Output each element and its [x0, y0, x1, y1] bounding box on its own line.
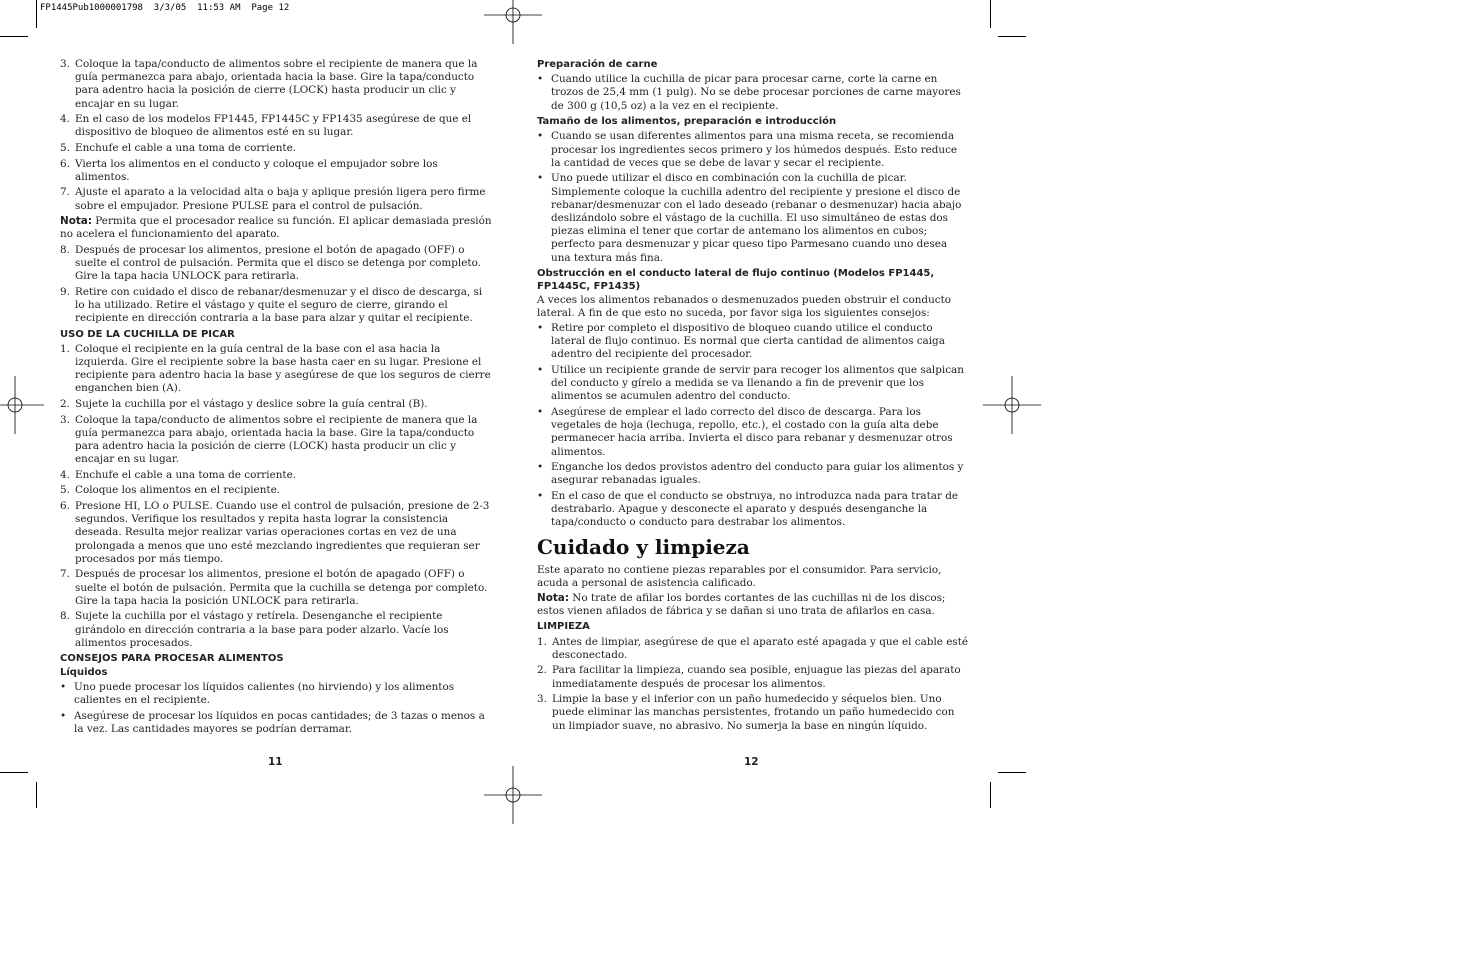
list-item: • Cuando utilice la cuchilla de picar para procesar carne, corte la carne en trozos de 25,4 mm (1 pulg). No se debe procesar porciones de carne mayores de 300 g (10,5 oz) a la vez en el recipiente.: [537, 73, 961, 112]
list-item: 2. Para facilitar la limpieza, cuando sea posible, enjuague las piezas del aparato inmediatamente después de procesar los alimentos.: [537, 664, 961, 690]
list-item: 6. Vierta los alimentos en el conducto y coloque el empujador sobre los alimentos.: [60, 157, 438, 183]
print-slug: FP1445Pub1000001798 3/3/05 11:53 AM Page 12: [40, 3, 290, 13]
list-item: 2. Sujete la cuchilla por el vástago y deslice sobre la guía central (B).: [60, 398, 428, 410]
list-item: 1. Antes de limpiar, asegúrese de que el aparato esté apagada y que el cable esté desconectado.: [537, 635, 969, 661]
crop-mark: [990, 0, 991, 28]
obstruccion-intro: A veces los alimentos rebanados o desmenuzados pueden obstruir el conducto lateral. A fin de que esto no suceda, por favor siga los siguientes consejos:: [537, 293, 952, 319]
note-paragraph: [60, 215, 492, 241]
page-number-left: 11: [268, 756, 283, 768]
note-paragraph: [537, 592, 969, 618]
registration-mark-right: [983, 376, 1041, 434]
bullets-liquidos: [60, 681, 492, 736]
bullet-icon: •: [537, 406, 544, 419]
registration-mark-top: [484, 0, 542, 44]
crop-mark: [998, 772, 1026, 773]
heading-liquidos: Líquidos: [60, 666, 108, 678]
heading-consejos: CONSEJOS PARA PROCESAR ALIMENTOS: [60, 653, 284, 665]
list-item: 8. Después de procesar los alimentos, presione el botón de apagado (OFF) o suelte el control de pulsación. Permita que el disco se detenga por completo. Gire la tapa hacia UNLOCK para retirarla.: [60, 243, 481, 282]
bullet-icon: •: [537, 322, 544, 335]
list-item: • Uno puede utilizar el disco en combinación con la cuchilla de picar. Simplemente coloque la cuchilla adentro del recipiente y presione el disco de rebanar/desmenuzar con el lado deseado (rebanar o desmenuzar) hacia abajo deslizándolo sobre el vástago de la cuchilla. El uso simultáneo de estas dos piezas elimina el tener que cortar de antemano los alimentos en cubos; perfecto para desmenuzar y picar queso tipo Parmesano cuando uno desea una textura más fina.: [537, 172, 962, 264]
note-label: Nota:: [537, 592, 569, 605]
heading-limpieza: LIMPIEZA: [537, 621, 590, 633]
list-item: 7. Ajuste el aparato a la velocidad alta o baja y aplique presión ligera pero firme sobre el empujador. Presione PULSE para el control de pulsación.: [60, 186, 486, 212]
bullet-icon: •: [60, 709, 67, 722]
bullet-icon: •: [537, 73, 544, 86]
bullet-icon: •: [537, 461, 544, 474]
bullet-icon: •: [537, 490, 544, 503]
note-label: Nota:: [60, 215, 92, 228]
note-text: Permita que el procesador realice su función. El aplicar demasiada presión no acelera el funcionamiento del aparato.: [60, 215, 492, 241]
crop-mark: [990, 782, 991, 808]
bullet-icon: •: [537, 172, 544, 185]
crop-mark: [998, 36, 1026, 37]
list-item: • Utilice un recipiente grande de servir para recoger los alimentos que salpican del conducto y gírelo a medida se va llenando a fin de prevenir que los alimentos se acumulen adentro del conducto.: [537, 364, 964, 403]
bullet-icon: •: [60, 680, 67, 693]
page-number-right: 12: [744, 756, 759, 768]
heading-tamano: Tamaño de los alimentos, preparación e introducción: [537, 116, 837, 128]
list-item: 5. Enchufe el cable a una toma de corriente.: [60, 142, 297, 154]
registration-mark-bottom: [484, 766, 542, 824]
crop-mark: [36, 782, 37, 808]
heading-carne: Preparación de carne: [537, 59, 658, 70]
list-item: 9. Retire con cuidado el disco de rebanar/desmenuzar y el disco de descarga, si lo ha utilizado. Retire el vástago y quite el seguro de cierre, girando el recipiente en dirección contraria a la base para alzar y quitar el recipiente.: [60, 285, 483, 324]
crop-mark: [0, 36, 28, 37]
list-item: • Asegúrese de emplear el lado correcto del disco de descarga. Para los vegetales de hoja (lechuga, repollo, etc.), el costado con la guía alta debe permanecer hacia arriba. Invierta el disco para rebanar y desmenuzar otros alimentos.: [537, 406, 953, 458]
list-item: 6. Presione HI, LO o PULSE. Cuando use el control de pulsación, presione de 2-3 segundos. Verifique los resultados y repita hasta lograr la consistencia deseada. Resulta mejor realizar varias operaciones cortas en vez de una prolongada a menos que uno esté mezclando ingredientes que requieran ser procesados por más tiempo.: [60, 499, 490, 565]
list-item: 5. Coloque los alimentos en el recipiente.: [60, 484, 281, 497]
list-item: 4. Enchufe el cable a una toma de corriente.: [60, 468, 297, 481]
list-item: 3. Limpie la base y el inferior con un paño humedecido y séquelos bien. Uno puede eliminar las manchas persistentes, frotando un paño humedecido con un limpiador suave, no abrasivo. No sumerja la base en ningún líquido.: [537, 693, 955, 732]
list-item: • Uno puede procesar los líquidos calientes (no hirviendo) y los alimentos calientes en el recipiente.: [60, 680, 455, 706]
list-item: • Cuando se usan diferentes alimentos para una misma receta, se recomienda procesar los ingredientes secos primero y los húmedos después. Esto reduce la cantidad de veces que se debe de lavar y secar el recipiente.: [537, 130, 958, 169]
list-item: • Asegúrese de procesar los líquidos en pocas cantidades; de 3 tazas o menos a la vez. Las cantidades mayores se podrían derramar.: [60, 709, 485, 735]
list-item: • En el caso de que el conducto se obstruya, no introduzca nada para tratar de destrabarlo. Apague y desconecte el aparato y después desenganche la tapa/conducto o conducto para destrabar los alimentos.: [537, 490, 959, 529]
section-title-cuidado: Cuidado y limpieza: [537, 534, 750, 559]
list-item: 1. Coloque el recipiente en la guía central de la base con el asa hacia la izquierda. Gire el recipiente sobre la base hasta caer en su lugar. Presione el recipiente para adentro hacia la base y asegúrese de que los seguros de cierre enganchen bien (A).: [60, 342, 491, 395]
cuidado-intro: Este aparato no contiene piezas reparables por el consumidor. Para servicio, acuda a personal de asistencia calificado.: [537, 563, 942, 589]
note-text: No trate de afilar los bordes cortantes de las cuchillas ni de los discos; estos vienen afilados de fábrica y se dañan si uno trata de afilarlos en casa.: [537, 592, 946, 618]
heading-obstruccion: Obstrucción en el conducto lateral de flujo continuo (Modelos FP1445, FP1445C, FP1435): [537, 268, 935, 293]
crop-mark: [0, 772, 28, 773]
steps-disco-list-2: [60, 244, 492, 326]
list-item: 4. En el caso de los modelos FP1445, FP1445C y FP1435 asegúrese de que el dispositivo de bloqueo de alimentos esté en su lugar.: [60, 113, 472, 139]
steps-cuchilla-list: [60, 343, 492, 650]
right-column: [537, 58, 969, 735]
list-item: 3. Coloque la tapa/conducto de alimentos sobre el recipiente de manera que la guía permanezca para abajo, orientada hacia la base. Gire la tapa/conducto para adentro hacia la posición de cierre (LOCK) hasta producir un clic y encajar en su lugar.: [60, 413, 478, 466]
heading-cuchilla: USO DE LA CUCHILLA DE PICAR: [60, 328, 235, 340]
bullet-icon: •: [537, 130, 544, 143]
bullet-icon: •: [537, 364, 544, 377]
registration-mark-left: [0, 376, 44, 434]
list-item: • Enganche los dedos provistos adentro del conducto para guiar los alimentos y asegurar rebanadas iguales.: [537, 461, 964, 487]
crop-mark: [36, 0, 37, 28]
list-item: 3. Coloque la tapa/conducto de alimentos sobre el recipiente de manera que la guía permanezca para abajo, orientada hacia la base. Gire la tapa/conducto para adentro hacia la posición de cierre (LOCK) hasta producir un clic y encajar en su lugar.: [60, 58, 478, 110]
list-item: • Retire por completo el dispositivo de bloqueo cuando utilice el conducto lateral de flujo continuo. Es normal que cierta cantidad de alimentos caiga adentro del recipiente del procesador.: [537, 322, 945, 361]
left-column: [60, 58, 492, 738]
list-item: 8. Sujete la cuchilla por el vástago y retírela. Desenganche el recipiente girándolo en dirección contraria a la base para poder alzarlo. Vacíe los alimentos procesados.: [60, 610, 449, 649]
list-item: 7. Después de procesar los alimentos, presione el botón de apagado (OFF) o suelte el botón de pulsación. Permita que la cuchilla se detenga por completo. Gire la tapa hacia la posición UNLOCK para retirarla.: [60, 568, 488, 607]
steps-disco-list: [60, 58, 492, 213]
